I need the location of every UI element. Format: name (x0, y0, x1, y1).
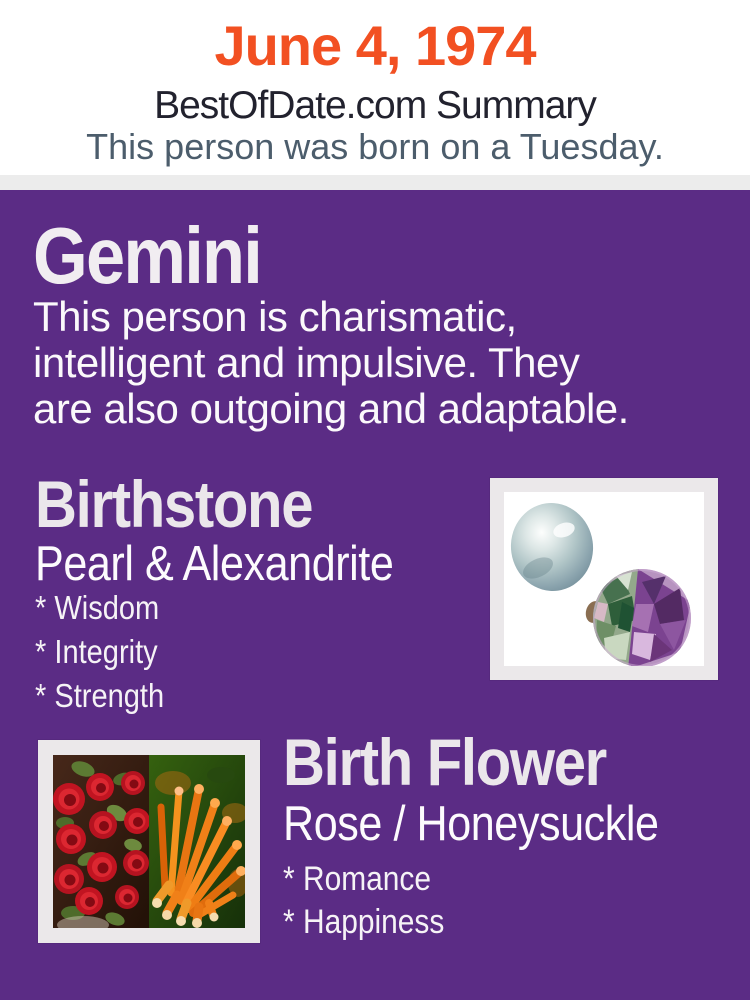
site-summary-title: BestOfDate.com Summary (154, 84, 596, 127)
divider-band (0, 175, 750, 190)
zodiac-description (33, 294, 723, 432)
birthstone-heading: Birthstone (35, 467, 313, 541)
birthstone-trait-list (35, 586, 182, 718)
details-section (0, 190, 750, 1000)
birthstone-trait: * Wisdom (35, 589, 160, 626)
birth-flower-trait: * Happiness (283, 903, 445, 941)
birthstone-image (490, 478, 718, 680)
rose-honeysuckle-illustration (53, 755, 245, 928)
birth-flower-trait-list (283, 858, 466, 944)
zodiac-description-line: are also outgoing and adaptable. (33, 385, 629, 432)
page-title-date: June 4, 1974 (214, 14, 536, 77)
birthstone-trait: * Integrity (35, 633, 158, 670)
birth-flower-names: Rose / Honeysuckle (283, 797, 659, 851)
honeysuckle-graphic (149, 755, 245, 928)
zodiac-description-line: This person is charismatic, (33, 293, 517, 340)
birthstone-names: Pearl & Alexandrite (35, 537, 394, 591)
birth-flower-image (38, 740, 260, 943)
pearl-alexandrite-illustration (504, 492, 704, 666)
birth-flower-trait: * Romance (283, 860, 432, 898)
roses-graphic (53, 755, 150, 928)
zodiac-description-line: intelligent and impulsive. They (33, 339, 580, 386)
birthstone-trait: * Strength (35, 677, 165, 714)
birth-flower-heading: Birth Flower (283, 725, 606, 799)
weekday-note: This person was born on a Tuesday. (86, 126, 664, 167)
zodiac-sign-heading: Gemini (33, 211, 262, 300)
